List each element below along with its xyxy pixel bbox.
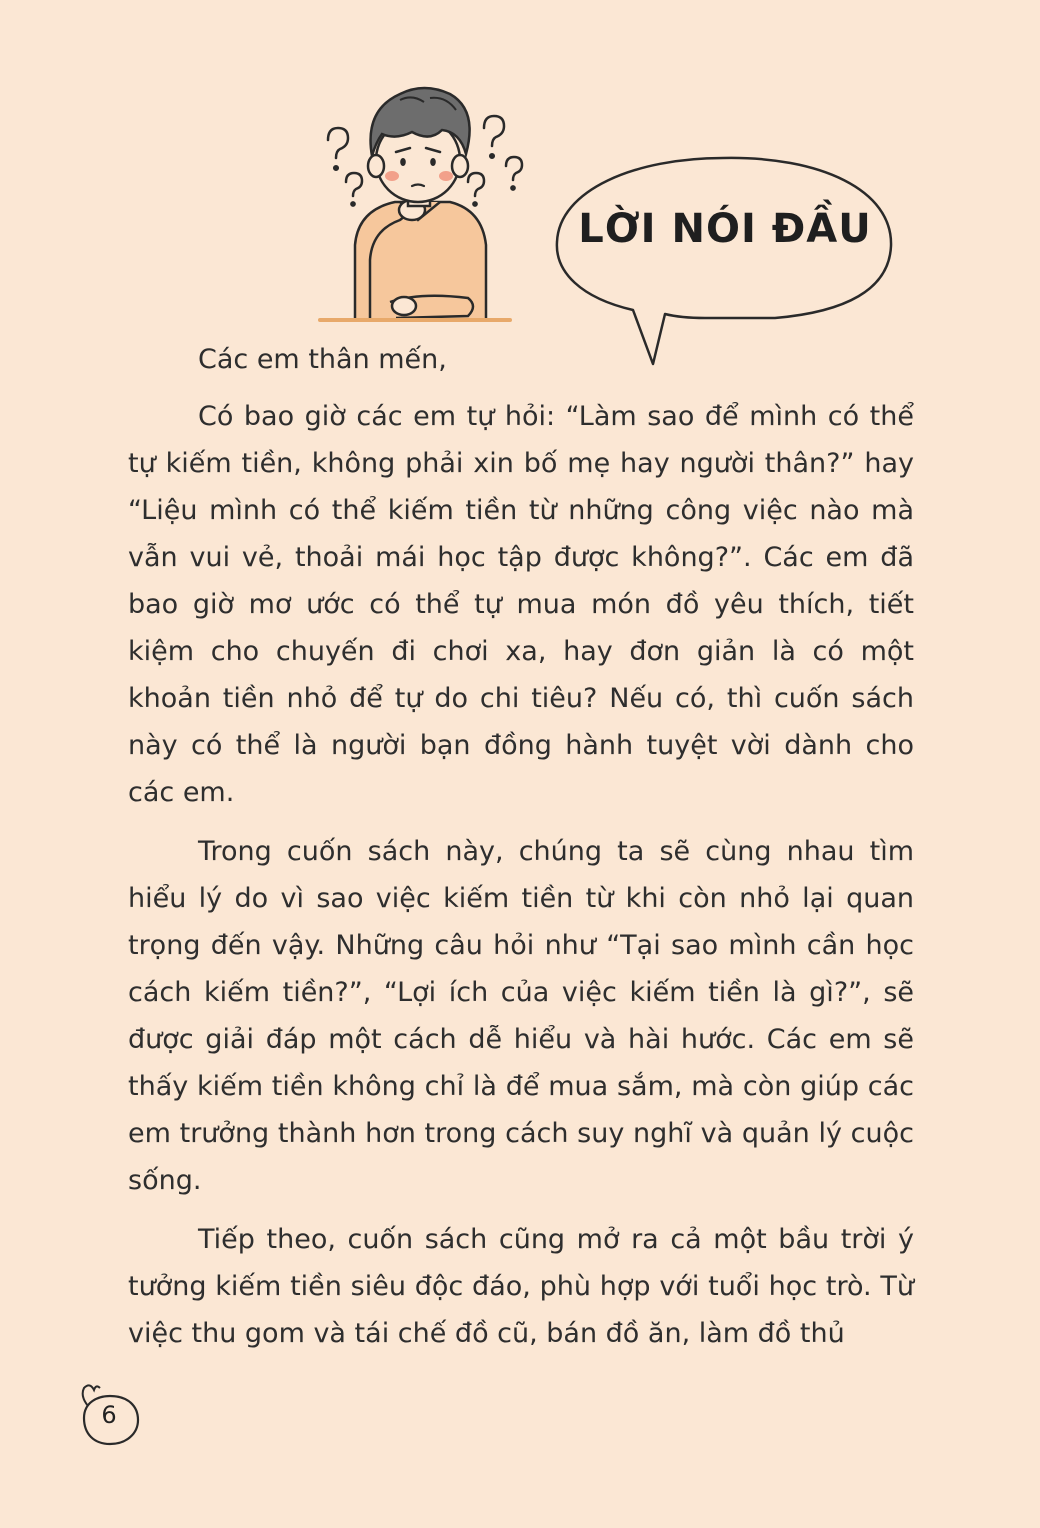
paragraph: Tiếp theo, cuốn sách cũng mở ra cả một bầu trời ý tưởng kiếm tiền siêu độc đáo, phù hợp với tuổi học trò. Từ việc thu gom và tái chế đồ cũ, bán đồ ăn, làm đồ thủ: [128, 1224, 914, 1349]
greeting: Các em thân mến,: [198, 344, 447, 375]
paragraph: Có bao giờ các em tự hỏi: “Làm sao để mình có thể tự kiếm tiền, không phải xin bố mẹ hay người thân?” hay “Liệu mình có thể kiếm tiền từ những công việc nào mà vẫn vui vẻ, thoải mái học tập được không?”. Các em đã bao giờ mơ ước có thể tự mua món đồ yêu thích, tiết kiệm cho chuyến đi chơi xa, hay đơn giản là có một khoản tiền nhỏ để tự do chi tiêu? Nếu có, thì cuốn sách này có thể là người bạn đồng hành tuyệt vời dành cho các em.: [128, 401, 914, 808]
thinking-boy-illustration: [300, 70, 540, 330]
paragraph: Trong cuốn sách này, chúng ta sẽ cùng nhau tìm hiểu lý do vì sao việc kiếm tiền từ khi còn nhỏ lại quan trọng đến vậy. Những câu hỏi như “Tại sao mình cần học cách kiếm tiền?”, “Lợi ích của việc kiếm tiền là gì?”, sẽ được giải đáp một cách dễ hiểu và hài hước. Các em sẽ thấy kiếm tiền không chỉ là để mua sắm, mà còn giúp các em trưởng thành hơn trong cách suy nghĩ và quản lý cuộc sống.: [128, 836, 914, 1196]
page-number: 6: [101, 1401, 117, 1429]
page-title: LỜI NÓI ĐẦU: [578, 206, 872, 252]
body-text: [128, 336, 914, 1369]
